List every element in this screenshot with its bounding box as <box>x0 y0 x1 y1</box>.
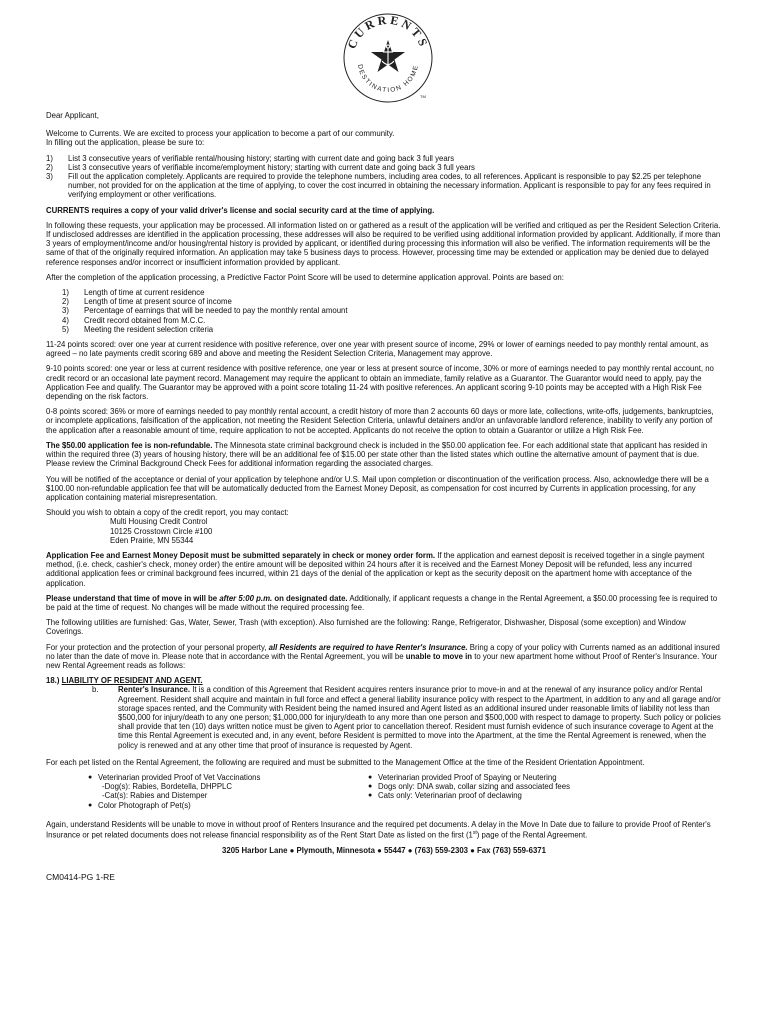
closing-paragraph: Again, understand Residents will be unable to move in without proof of Renters Insurance and the required pet documents. A delay in the Move In Date due to failure to provide Proof of Renter's Insurance or pet related documents does not release financial responsibility as of the Rent Start Date as listed on the first (1st) page of the Rental Agreement. <box>46 819 711 840</box>
bullet-icon: ● <box>368 773 373 781</box>
utilities-paragraph: The following utilities are furnished: Gas, Water, Sewer, Trash (with exception). Also furnished are the following: Range, Refrigerator, Dishwasher, Disposal (some exception) and Window Coverings. <box>46 618 686 637</box>
list-item: 3) Fill out the application completely. Applicants are required to provide the telephone numbers, including area codes, to all references. Applicant is responsible to pay $2.25 per telephone number, not provided for on the application at the time of applying, to cover the cost incurred in obtaining the necessary information. Applicant is responsible to pay for any fees required in verifying employment or other verifications. <box>46 172 711 200</box>
pets-intro: For each pet listed on the Rental Agreement, the following are required and must be submitted to the Management Office at the time of the Resident Orientation Appointment. <box>46 757 645 767</box>
bullet-icon: ● <box>368 783 373 791</box>
bullet-icon: ● <box>88 773 93 781</box>
section-heading: 18.) LIABILITY OF RESIDENT AND AGENT. <box>46 676 203 686</box>
list-item: 2) Length of time at present source of income <box>62 297 232 307</box>
list-item: ● Dogs only: DNA swab, collar sizing and associated fees <box>368 782 570 792</box>
list-item: ● Veterinarian provided Proof of Spaying or Neutering <box>368 772 557 782</box>
score-9-10: 9-10 points scored: one year or less at current residence with positive reference, one year or less at present source of income, 30% or more of earnings needed to pay monthly rental account, no credit record or an occasional late payment record. Management may require the applicant to obtain an immediate, family relative as a Guarantor. The Guarantor would need to apply, pay the Application Fee and qualify. The Guarantor may be approved with a point score totaling 11-24 with positive references. An applicant scoring 9-10 points may be accepted with a High Risk Fee depending on the risk factors. <box>46 364 714 402</box>
svg-text:DESTINATION HOME: DESTINATION HOME <box>356 63 420 95</box>
list-item: ● Color Photograph of Pet(s) <box>88 800 191 810</box>
pet-requirements <box>46 773 722 810</box>
svg-text:CURRENTS: CURRENTS <box>344 12 432 51</box>
move-in-paragraph: Please understand that time of move in will be after 5:00 p.m. on designated date. Additionally, if applicant requests a change in the Rental Agreement, a $50.00 processing fee is required to be paid at the time of request. No changes will be made without the required processing fee. <box>46 593 718 612</box>
list-item: ● Veterinarian provided Proof of Vet Vaccinations <box>88 772 261 782</box>
fee-paragraph: The $50.00 application fee is non-refundable. The Minnesota state criminal background check is included in the $50.00 application fee. For each additional state that applicant has resided in within the required three (3) years of housing history, there will be an additional fee of $15.00 per state other than the listed states which outline the alternative amount of payment that is due. Please review the Criminal Background Check Fees for additional information regarding the associated charges. <box>46 440 708 469</box>
liability-section <box>46 676 722 750</box>
list-item: -Cat(s): Rabies and Distemper <box>102 791 208 801</box>
form-code: CM0414-PG 1-RE <box>46 872 115 882</box>
insurance-paragraph: For your protection and the protection of your personal property, all Residents are required to have Renter's Insurance. Bring a copy of your policy with Currents named as an additional insured no later than the date of move in. Please note that in accordance with the Rental Agreement, you will be unable to move in to your new apartment home without Proof of Renter's Insurance. Your new Rental Agreement reads as follows: <box>46 642 720 670</box>
list-item: 2) List 3 consecutive years of verifiable income/employment history; starting with current date and going back 3 full years <box>46 162 475 172</box>
list-item: ● Cats only: Veterinarian proof of declawing <box>368 791 522 801</box>
letter-body <box>46 111 722 882</box>
deposit-paragraph: Application Fee and Earnest Money Deposit must be submitted separately in check or money order form. If the application and earnest deposit is received together in a single payment method, (i.e. check, cashier's check, money order) the entire amount will be deposited within 24 hours after it is received and the Earnest Money Deposit will be refunded, less any incurred additional application fees or criminal background fees incurred, within 21 days of the denial of the application or kept as the security deposit on the apartment home with acceptance of the application. <box>46 550 705 588</box>
processing-paragraph: In following these requests, your application may be processed. All information listed on or gathered as a result of the application will be verified and critiqued as per the Resident Selection Criteria. If undisclosed addresses are identified in the application processing, these addresses will also be required to be verified using additional information provided by applicant. Additionally, if more than 3 years of employment/income and/or housing/rental history is provided by applicant, or identified during processing this information will also be verified. The information requirements will be the same of that of the originally required information. An application may take 5 business days to process. However, processing time may be extended or application may be denied due to delayed reference responses and/or incorrect or insufficient information provided by applicant. <box>46 220 721 267</box>
renters-insurance-clause: b. Renter's Insurance. It is a condition of this Agreement that Resident acquires renters insurance prior to move-in and at the renewal of any insurance policy and/or Rental Agreement. Resident shall acquire and maintain in full force and effect a general liability insurance policy with respect to the Apartment, in addition to any and all garage and/or storage spaces rented, and the Community with Resident being the named insured and Agent listed as an additional insured under reasonable limits of liability not less than $500,000 for injury/death to any one person; $1,000,000 for injury/death to any more than one person and $500,000 with respect to damage to property. Such policy or policies shall provide that ten (10) days written notice must be given to Agent prior to cancellation thereof. Resident must furnish evidence of such insurance coverage to Agent at the time this Rental Agreement is executed and, in any event, before Resident is permitted to move into the Apartment, at the time the Rental Agreement is renewed, when the policy is renewed and at any other time that proof of insurance is requested by Agent. <box>92 685 721 750</box>
intro-text: In filling out the application, please be sure to: <box>46 138 205 148</box>
pet-list-right <box>368 773 648 810</box>
list-item: 4) Credit record obtained from M.C.C. <box>62 315 206 325</box>
points-intro: After the completion of the application processing, a Predictive Factor Point Score will be used to determine application approval. Points are based on: <box>46 272 564 282</box>
salutation: Dear Applicant, <box>46 111 99 120</box>
list-item: 1) List 3 consecutive years of verifiable rental/housing history; starting with current date and going back 3 full years <box>46 153 455 163</box>
welcome-text: Welcome to Currents. We are excited to process your application to become a part of our community. <box>46 129 395 139</box>
requirements-list <box>46 154 722 200</box>
list-item: 5) Meeting the resident selection criteria <box>62 324 214 334</box>
score-0-8: 0-8 points scored: 36% or more of earnings needed to pay monthly rental account, a credit history of more than 2 accounts 60 days or more late, collections, write-offs, judgements, bankruptcies, or incomplete applications, falsification of the application, not meeting the Resident Selection Criteria, unlawful detainers and/or an unfavorable landlord reference, inability to verify any portion of the application after a reasonable amount of time, require application to not be accepted. Applicants do not receive the option to obtain a Guarantor or utilize a High Risk Fee. <box>46 407 714 435</box>
score-11-24: 11-24 points scored: over one year at current residence with positive reference, over one year with present source of income, 29% or lower of earnings needed to pay monthly rental amount, as agreed – no late payments credit scoring 689 and above and meeting the Resident Selection Criteria, Management may approve. <box>46 340 709 359</box>
bullet-icon: ● <box>368 792 373 800</box>
credit-address: Multi Housing Credit Control 10125 Crosstown Circle #100 Eden Prairie, MN 55344 <box>110 517 213 545</box>
currents-logo <box>336 4 440 108</box>
notification-paragraph: You will be notified of the acceptance or denial of your application by telephone and/or U.S. Mail upon completion or discontinuation of the verification process. Also, acknowledge there will be a $100.00 non-refundable application fee that will be automatically deducted from the Earnest Money Deposit, as compensation for cost incurred by Currents in application processing, for any application containing material misrepresentation. <box>46 474 709 502</box>
list-item: -Dog(s): Rabies, Bordetella, DHPPLC <box>102 782 232 792</box>
credit-contact: Should you wish to obtain a copy of the credit report, you may contact: <box>46 508 289 518</box>
footer-address: 3205 Harbor Lane ● Plymouth, Minnesota ● 55447 ● (763) 559-2303 ● Fax (763) 559-6371 <box>222 845 546 855</box>
pet-list-left <box>88 773 368 810</box>
list-item: 3) Percentage of earnings that will be needed to pay the monthly rental amount <box>62 306 348 316</box>
svg-text:TM: TM <box>420 94 426 99</box>
bullet-icon: ● <box>88 801 93 809</box>
id-notice: CURRENTS requires a copy of your valid driver's license and social security card at the time of applying. <box>46 205 435 215</box>
points-list <box>62 288 722 334</box>
list-item: 1) Length of time at current residence <box>62 288 205 298</box>
